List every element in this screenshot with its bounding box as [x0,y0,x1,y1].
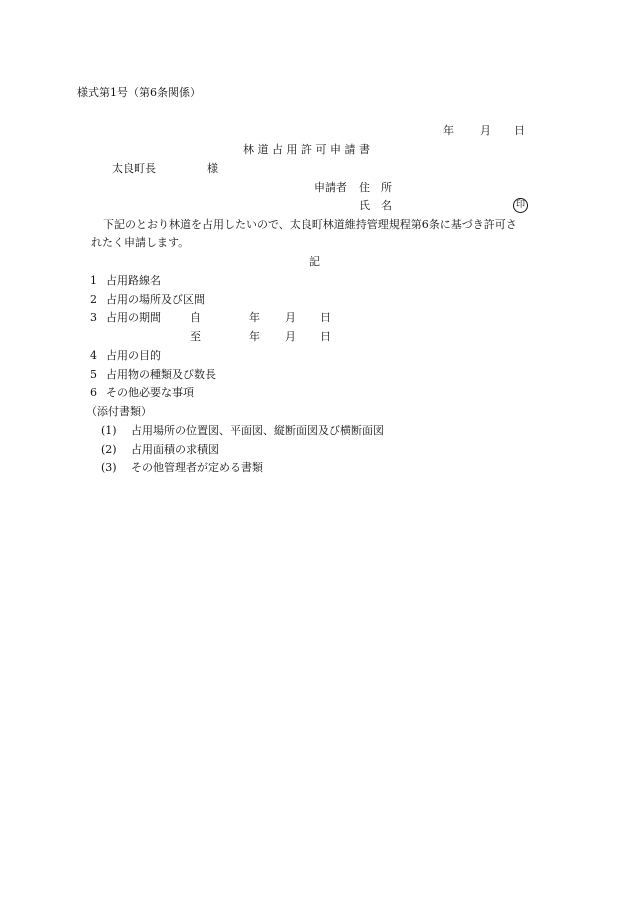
period-to: 至 [190,330,201,343]
date-month: 月 [480,124,491,137]
period-from: 自 [190,311,201,324]
name-label: 氏 名 [359,199,392,212]
date-day: 日 [514,124,525,137]
period-from-day: 日 [320,311,331,324]
seal-mark: 印 [513,198,528,213]
item-6-label: その他必要な事項 [106,386,194,399]
period-from-month: 月 [285,311,296,324]
body-text-line2: れたく申請します。 [91,236,190,249]
attachment-1-num: (1) [101,424,117,437]
item-3-num: 3 [90,311,97,324]
document-title: 林 道 占 用 許 可 申 請 書 [243,143,370,156]
item-2-label: 占用の場所及び区間 [106,293,205,306]
item-4-label: 占用の目的 [106,349,161,362]
applicant-label: 申請者 [314,181,347,194]
item-1-num: 1 [90,274,97,287]
date-year: 年 [443,124,454,137]
period-to-day: 日 [320,330,331,343]
item-6-num: 6 [90,386,97,399]
attachment-1-label: 占用場所の位置図、平面図、縦断面図及び横断面図 [131,424,384,437]
item-5-num: 5 [90,368,97,381]
body-text-line1: 下記のとおり林道を占用したいので、太良町林道維持管理規程第6条に基づき許可さ [103,218,517,231]
item-1-label: 占用路線名 [106,274,161,287]
attachment-3-label: その他管理者が定める書類 [131,461,263,474]
address-label: 住 所 [359,181,392,194]
attachment-3-num: (3) [101,461,117,474]
item-5-label: 占用物の種類及び数長 [106,368,216,381]
item-4-num: 4 [90,349,97,362]
addressee-name: 太良町長 [112,162,156,175]
ki-heading: 記 [309,255,320,268]
period-to-year: 年 [249,330,260,343]
form-id: 様式第1号（第6条関係） [77,86,201,99]
period-to-month: 月 [285,330,296,343]
item-3-label: 占用の期間 [106,311,161,324]
attachment-2-label: 占用面積の求積図 [131,443,219,456]
attachments-heading: （添付書類） [86,405,152,418]
addressee-honorific: 様 [207,162,218,175]
item-2-num: 2 [90,293,97,306]
attachment-2-num: (2) [101,443,117,456]
period-from-year: 年 [249,311,260,324]
